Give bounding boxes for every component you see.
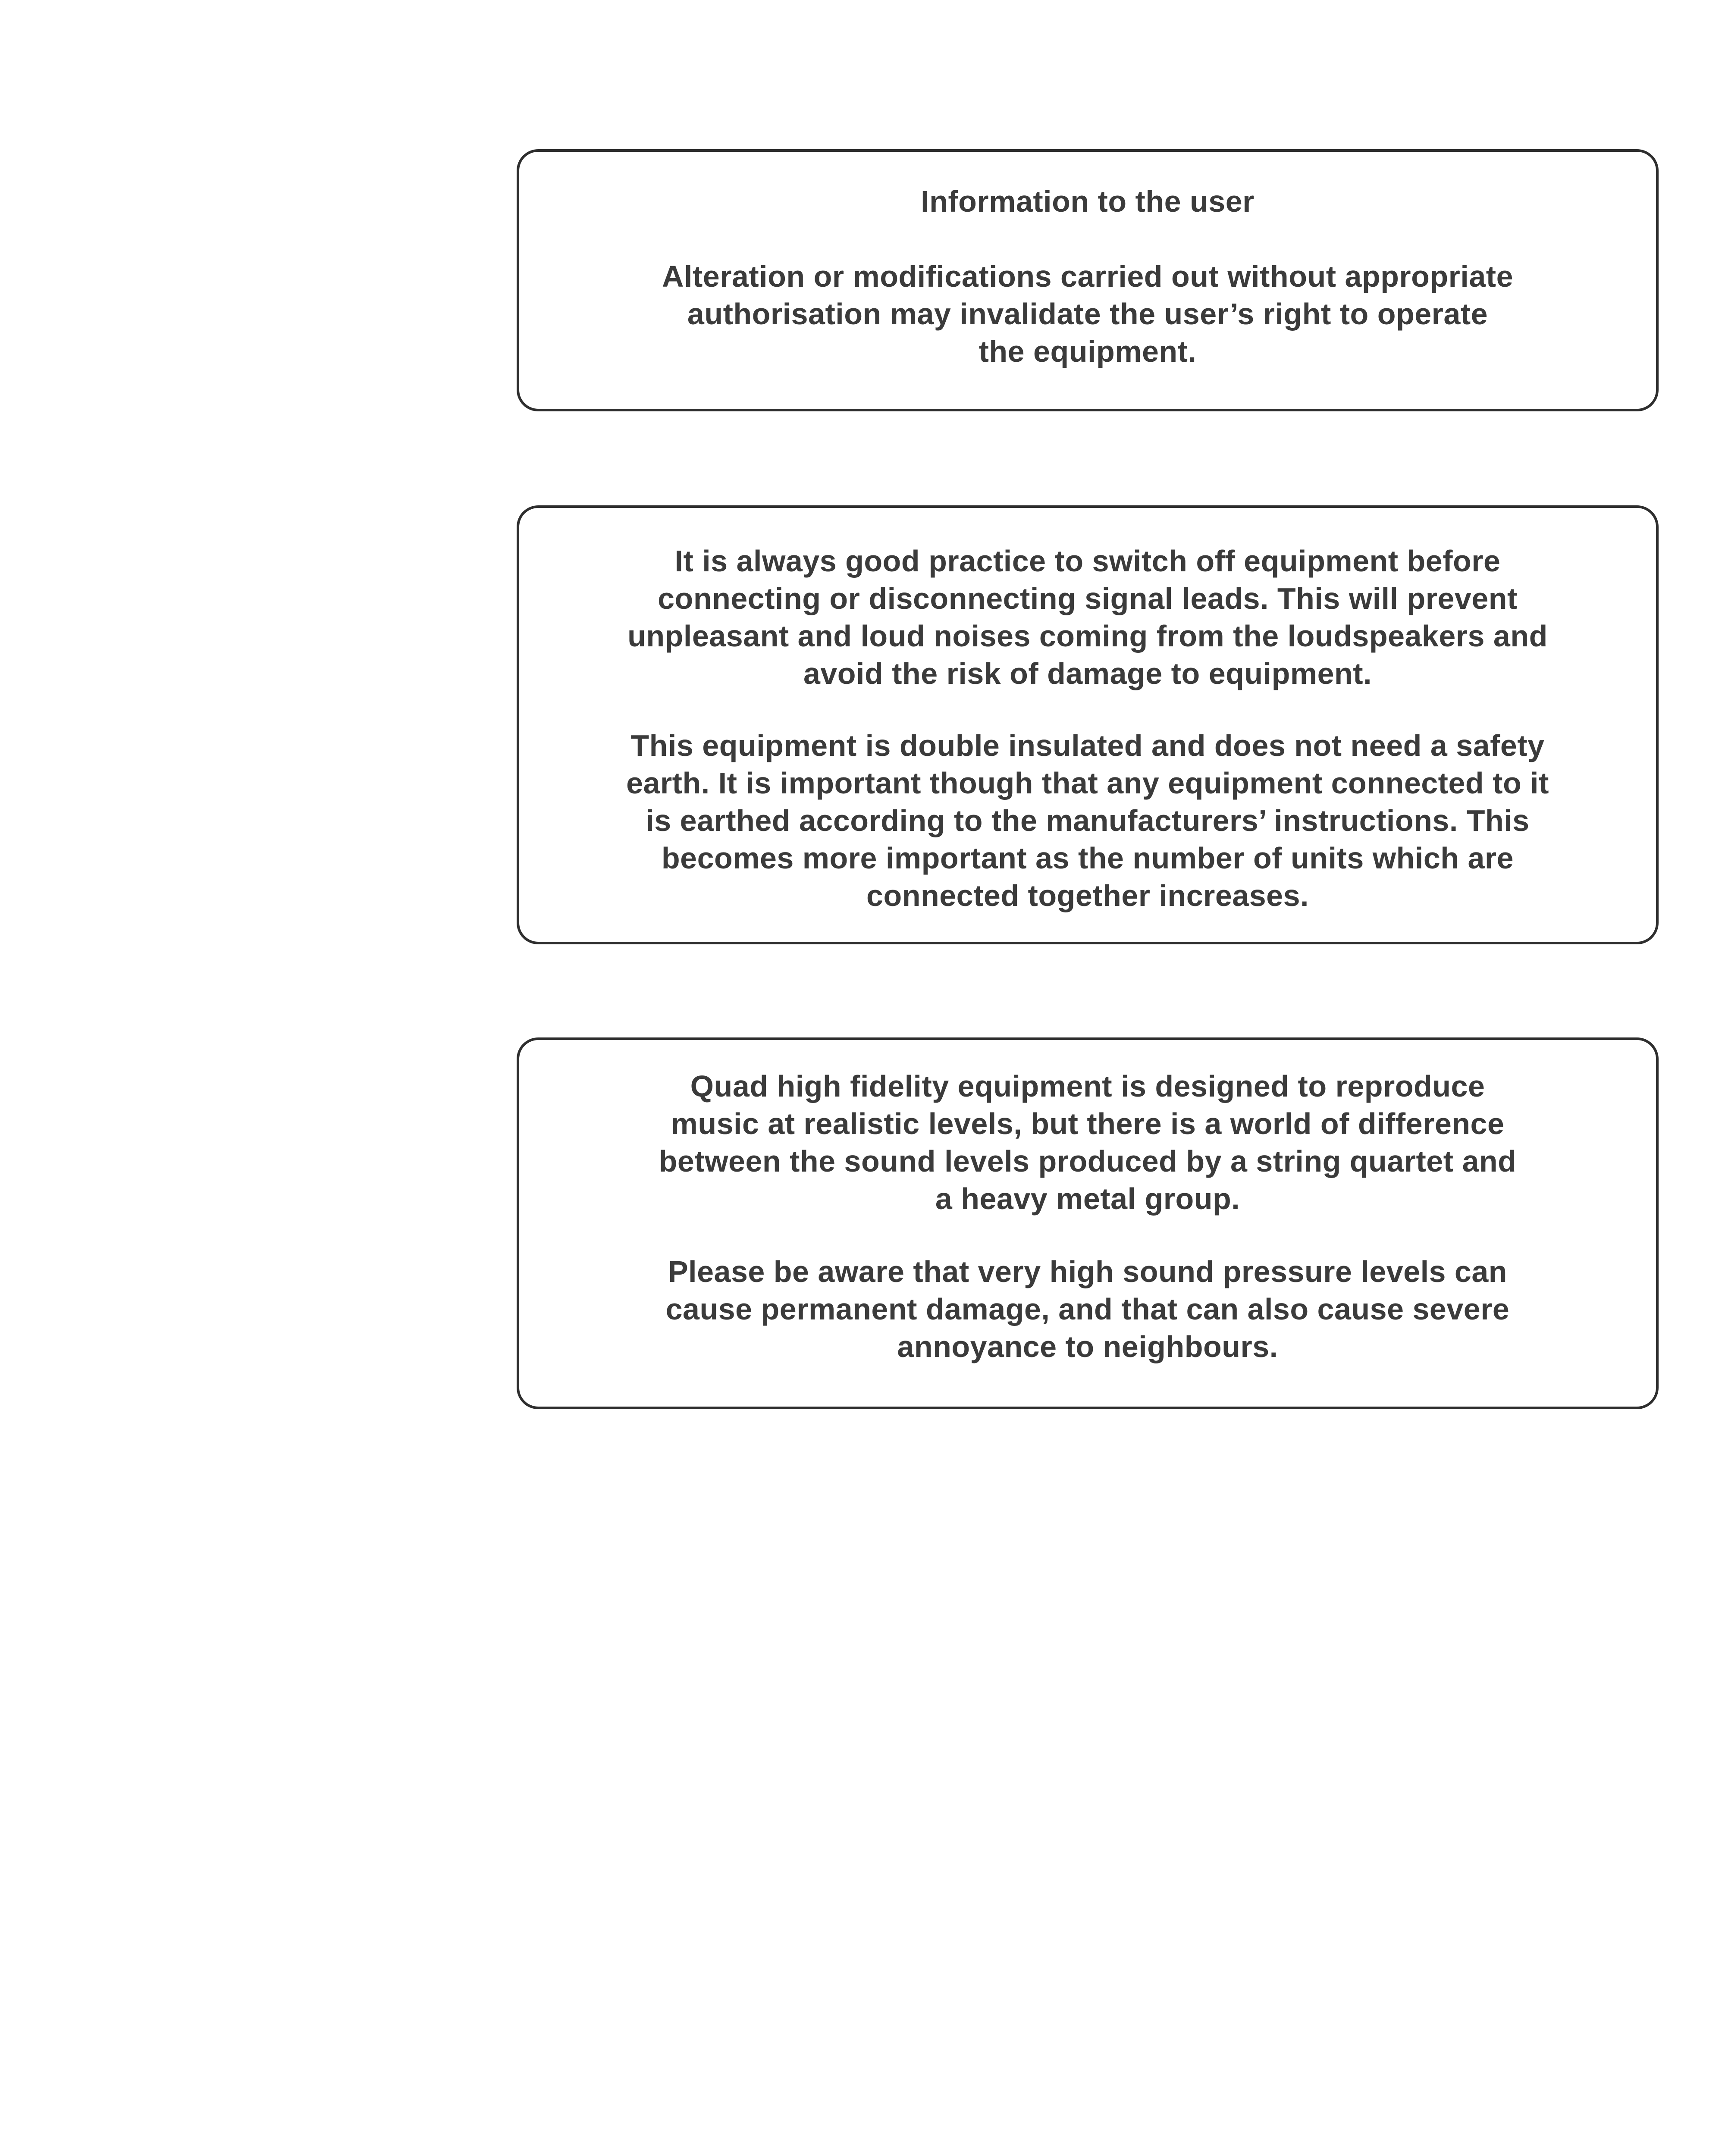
text-line: Quad high fidelity equipment is designed to reproduce — [690, 1069, 1485, 1103]
text-line: unpleasant and loud noises coming from the loudspeakers and — [627, 619, 1548, 653]
text-line: Please be aware that very high sound pressure levels can — [668, 1255, 1508, 1288]
text-line: music at realistic levels, but there is a world of difference — [671, 1107, 1505, 1141]
text-line: a heavy metal group. — [935, 1182, 1240, 1216]
heading-line: Information to the user — [921, 185, 1255, 218]
text-line: between the sound levels produced by a string quartet and — [659, 1144, 1517, 1178]
notice-paragraph — [519, 1253, 1656, 1366]
text-line: This equipment is double insulated and does not need a safety — [630, 729, 1545, 762]
text-line: annoyance to neighbours. — [897, 1330, 1278, 1363]
notice-paragraph — [519, 1068, 1656, 1218]
notice-heading — [519, 183, 1656, 220]
notice-box-sound-levels — [517, 1037, 1659, 1409]
text-line: It is always good practice to switch off equipment before — [674, 544, 1501, 578]
notice-paragraph — [519, 727, 1656, 915]
text-line: Alteration or modifications carried out without appropriate — [662, 260, 1514, 293]
notice-paragraph — [519, 258, 1656, 370]
text-line: the equipment. — [979, 335, 1197, 368]
text-line: connecting or disconnecting signal leads. This will prevent — [658, 582, 1518, 615]
notice-paragraph — [519, 542, 1656, 693]
notice-box-safety — [517, 505, 1659, 944]
notice-box-user-information — [517, 149, 1659, 411]
text-line: authorisation may invalidate the user’s right to operate — [687, 297, 1488, 331]
text-line: is earthed according to the manufacturers’ instructions. This — [646, 804, 1530, 837]
text-line: connected together increases. — [866, 879, 1309, 912]
text-line: avoid the risk of damage to equipment. — [803, 657, 1372, 690]
text-line: becomes more important as the number of units which are — [661, 841, 1514, 875]
text-line: cause permanent damage, and that can also cause severe — [665, 1292, 1510, 1326]
text-line: earth. It is important though that any equipment connected to it — [626, 766, 1549, 800]
